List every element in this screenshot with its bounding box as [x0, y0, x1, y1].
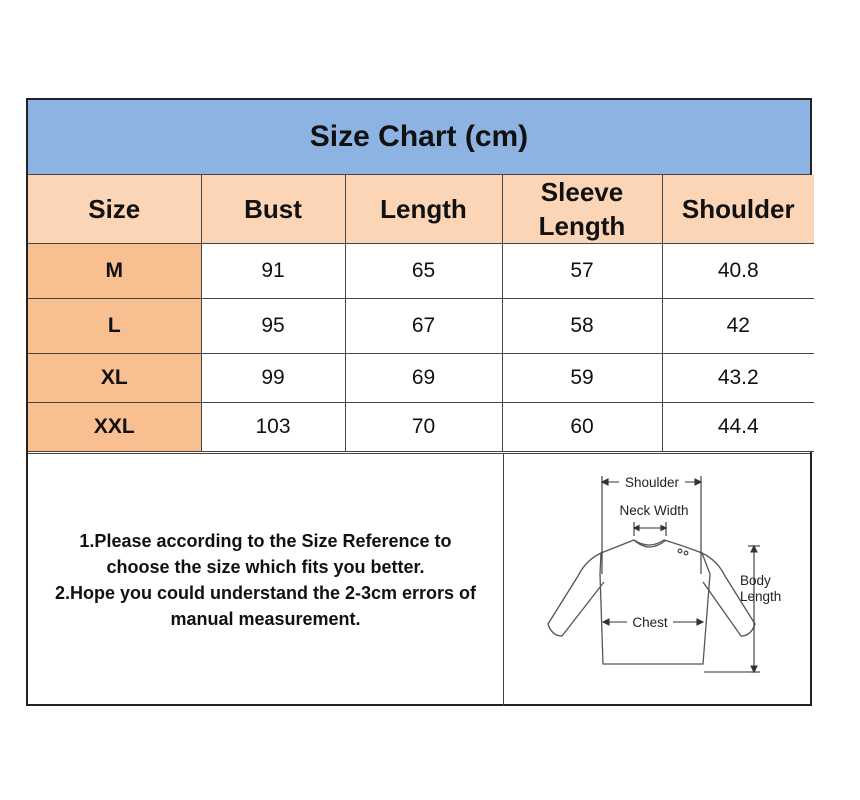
- size-cell: XXL: [28, 403, 201, 452]
- size-cell: M: [28, 244, 201, 299]
- header-sleeve-line2: Length: [538, 211, 626, 241]
- table-header-row: [28, 175, 814, 244]
- table-row: [28, 299, 814, 354]
- length-cell: 69: [345, 354, 502, 403]
- shoulder-label: Shoulder: [624, 475, 680, 490]
- length-cell: 67: [345, 299, 502, 354]
- shoulder-cell: 42: [662, 299, 814, 354]
- body-length-label-1: Body: [740, 573, 771, 588]
- header-size: Size: [28, 175, 201, 244]
- header-sleeve-length: [502, 175, 662, 244]
- table-row: [28, 244, 814, 299]
- bust-cell: 91: [201, 244, 345, 299]
- size-notes: [28, 454, 504, 706]
- size-chart: [26, 98, 812, 706]
- header-sleeve-line1: Sleeve: [540, 177, 624, 207]
- size-cell: L: [28, 299, 201, 354]
- note-line: 1.Please according to the Size Reference to: [79, 531, 452, 551]
- table-row: [28, 354, 814, 403]
- header-length: Length: [345, 175, 502, 244]
- bust-cell: 103: [201, 403, 345, 452]
- info-section: [28, 453, 810, 706]
- note-line: manual measurement.: [170, 609, 361, 629]
- shoulder-cell: 43.2: [662, 354, 814, 403]
- sleeve-cell: 57: [502, 244, 662, 299]
- shirt-outline: [600, 540, 710, 664]
- bust-cell: 99: [201, 354, 345, 403]
- size-cell: XL: [28, 354, 201, 403]
- note-line: choose the size which fits you better.: [106, 557, 425, 577]
- bust-cell: 95: [201, 299, 345, 354]
- chest-label: Chest: [632, 615, 668, 630]
- sleeve-cell: 60: [502, 403, 662, 452]
- neck-width-label: Neck Width: [619, 503, 689, 518]
- body-length-label-2: Length: [740, 589, 782, 604]
- sleeve-cell: 59: [502, 354, 662, 403]
- chart-title: Size Chart (cm): [28, 100, 810, 175]
- measurement-diagram: [504, 454, 812, 706]
- length-cell: 65: [345, 244, 502, 299]
- note-line: 2.Hope you could understand the 2-3cm errors of: [54, 583, 477, 603]
- length-cell: 70: [345, 403, 502, 452]
- table-row: [28, 403, 814, 452]
- shirt-diagram-svg: [504, 454, 812, 707]
- shoulder-cell: 40.8: [662, 244, 814, 299]
- header-bust: Bust: [201, 175, 345, 244]
- size-table: [28, 175, 814, 452]
- left-sleeve: [548, 553, 604, 636]
- sleeve-cell: 58: [502, 299, 662, 354]
- shoulder-cell: 44.4: [662, 403, 814, 452]
- header-shoulder: Shoulder: [662, 175, 814, 244]
